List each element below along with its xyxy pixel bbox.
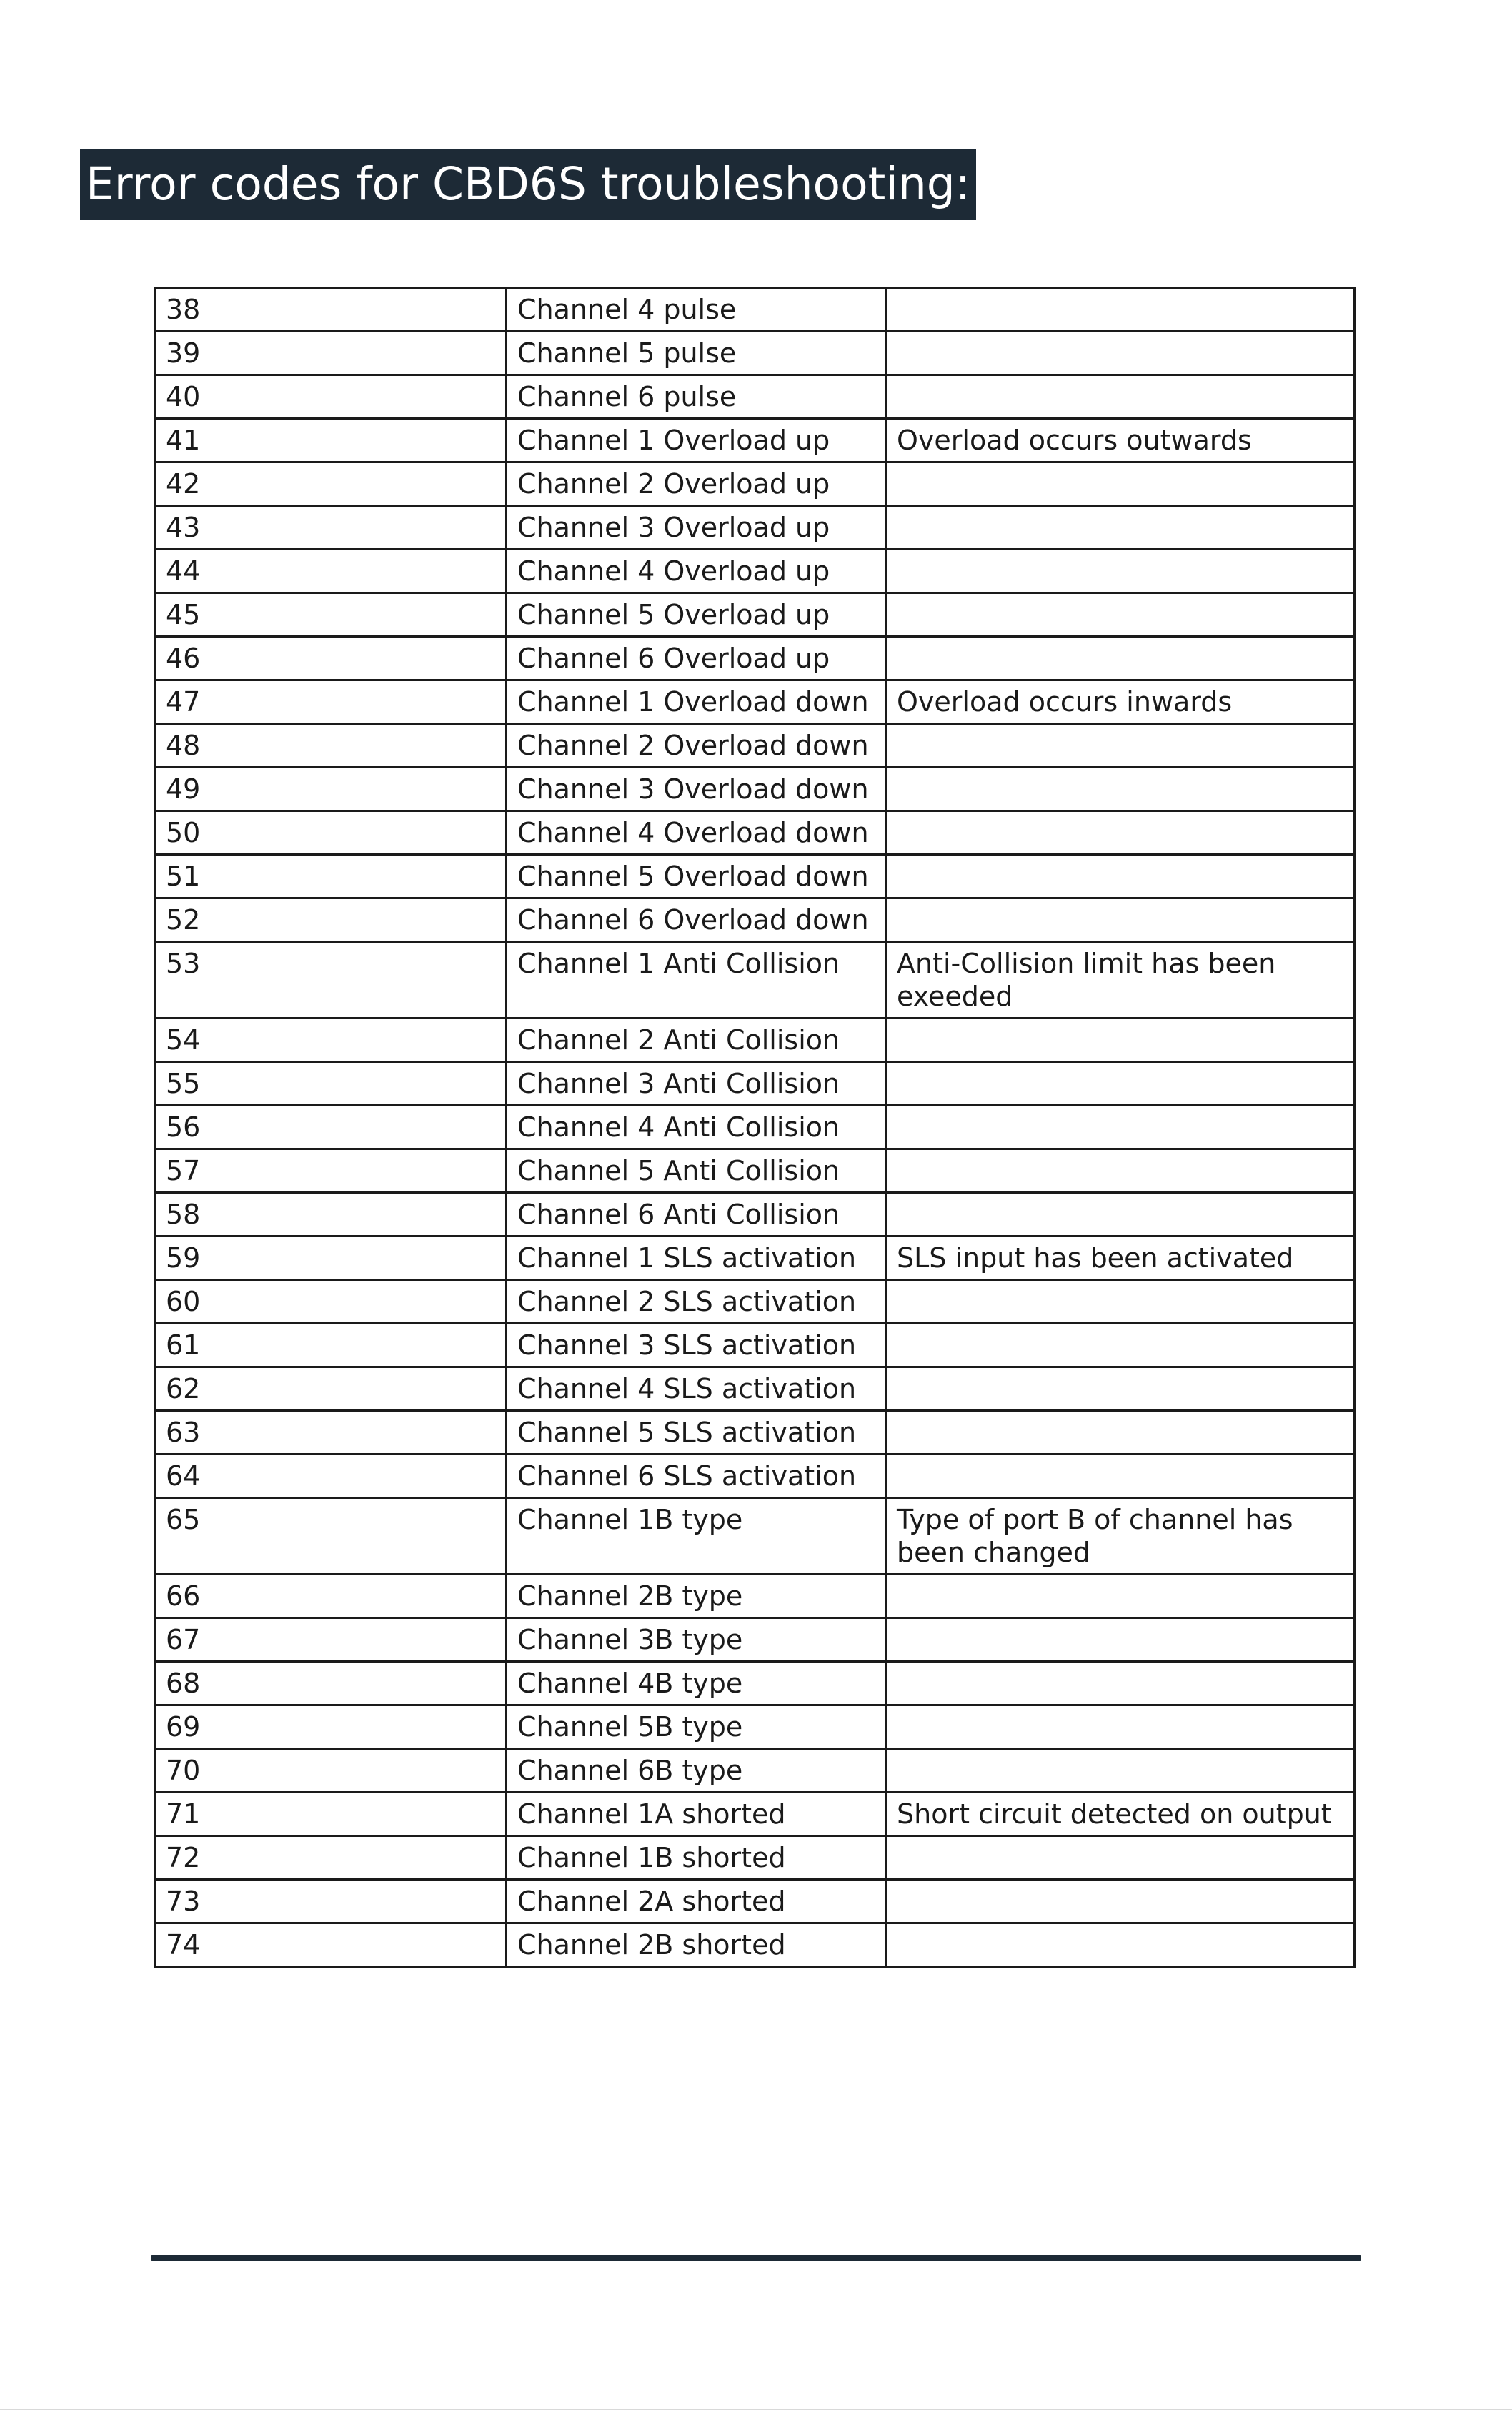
error-code-cell: 60: [155, 1280, 507, 1324]
error-description-cell: [886, 1411, 1355, 1455]
error-name-cell: Channel 2B type: [507, 1575, 886, 1618]
error-code-cell: 39: [155, 332, 507, 375]
error-code-cell: 59: [155, 1237, 507, 1280]
table-row: [155, 855, 1355, 898]
error-name-cell: Channel 4 Anti Collision: [507, 1106, 886, 1149]
error-code-cell: 65: [155, 1498, 507, 1575]
error-description-cell: [886, 1367, 1355, 1411]
error-code-cell: 73: [155, 1880, 507, 1923]
error-description-cell: [886, 1019, 1355, 1062]
error-name-cell: Channel 6 Anti Collision: [507, 1193, 886, 1237]
table-row: [155, 1836, 1355, 1880]
error-description-cell: Overload occurs outwards: [886, 419, 1355, 462]
error-name-cell: Channel 1A shorted: [507, 1793, 886, 1836]
error-name-cell: Channel 2B shorted: [507, 1923, 886, 1967]
table-row: [155, 1411, 1355, 1455]
error-description-cell: [886, 1705, 1355, 1749]
error-name-cell: Channel 2A shorted: [507, 1880, 886, 1923]
error-description-cell: [886, 1575, 1355, 1618]
table-row: [155, 1062, 1355, 1106]
error-code-cell: 53: [155, 942, 507, 1019]
error-name-cell: Channel 4B type: [507, 1662, 886, 1705]
error-name-cell: Channel 3B type: [507, 1618, 886, 1662]
page-title: Error codes for CBD6S troubleshooting:: [80, 149, 976, 220]
error-description-cell: [886, 462, 1355, 506]
error-name-cell: Channel 5 pulse: [507, 332, 886, 375]
error-code-cell: 47: [155, 680, 507, 724]
table-row: [155, 1923, 1355, 1967]
error-description-cell: [886, 637, 1355, 680]
error-description-cell: [886, 1618, 1355, 1662]
error-name-cell: Channel 1 Overload down: [507, 680, 886, 724]
error-name-cell: Channel 3 Overload down: [507, 768, 886, 811]
error-description-cell: [886, 1662, 1355, 1705]
table-row: [155, 1575, 1355, 1618]
error-name-cell: Channel 1 Overload up: [507, 419, 886, 462]
table-row: [155, 1749, 1355, 1793]
error-name-cell: Channel 1B shorted: [507, 1836, 886, 1880]
error-code-cell: 43: [155, 506, 507, 550]
error-name-cell: Channel 2 Anti Collision: [507, 1019, 886, 1062]
error-code-cell: 66: [155, 1575, 507, 1618]
error-code-table: [154, 287, 1356, 1968]
table-row: [155, 1455, 1355, 1498]
error-code-cell: 68: [155, 1662, 507, 1705]
error-description-cell: [886, 855, 1355, 898]
table-row: [155, 375, 1355, 419]
error-description-cell: [886, 1880, 1355, 1923]
error-name-cell: Channel 4 pulse: [507, 288, 886, 332]
table-row: [155, 1237, 1355, 1280]
error-description-cell: Type of port B of channel has been changed: [886, 1498, 1355, 1575]
table-row: [155, 1280, 1355, 1324]
error-code-cell: 57: [155, 1149, 507, 1193]
error-code-cell: 69: [155, 1705, 507, 1749]
error-description-cell: [886, 811, 1355, 855]
table-row: [155, 1324, 1355, 1367]
error-description-cell: [886, 1455, 1355, 1498]
table-row: [155, 811, 1355, 855]
error-name-cell: Channel 5 Overload down: [507, 855, 886, 898]
error-description-cell: [886, 898, 1355, 942]
table-row: [155, 1193, 1355, 1237]
table-row: [155, 1367, 1355, 1411]
error-description-cell: [886, 1106, 1355, 1149]
error-code-table-body: [155, 288, 1355, 1967]
error-name-cell: Channel 5 SLS activation: [507, 1411, 886, 1455]
table-row: [155, 1498, 1355, 1575]
table-row: [155, 550, 1355, 593]
error-code-table-container: [154, 287, 1353, 1968]
table-row: [155, 724, 1355, 768]
table-row: [155, 419, 1355, 462]
error-description-cell: [886, 1324, 1355, 1367]
error-name-cell: Channel 6B type: [507, 1749, 886, 1793]
error-name-cell: Channel 3 Overload up: [507, 506, 886, 550]
table-row: [155, 680, 1355, 724]
error-description-cell: [886, 1923, 1355, 1967]
error-name-cell: Channel 4 SLS activation: [507, 1367, 886, 1411]
table-row: [155, 1662, 1355, 1705]
error-code-cell: 54: [155, 1019, 507, 1062]
table-row: [155, 1618, 1355, 1662]
error-description-cell: [886, 506, 1355, 550]
error-code-cell: 48: [155, 724, 507, 768]
error-code-cell: 46: [155, 637, 507, 680]
error-description-cell: Overload occurs inwards: [886, 680, 1355, 724]
error-name-cell: Channel 6 Overload up: [507, 637, 886, 680]
table-row: [155, 898, 1355, 942]
table-row: [155, 1880, 1355, 1923]
error-description-cell: [886, 288, 1355, 332]
error-code-cell: 45: [155, 593, 507, 637]
error-code-cell: 58: [155, 1193, 507, 1237]
error-description-cell: [886, 768, 1355, 811]
error-code-cell: 74: [155, 1923, 507, 1967]
error-name-cell: Channel 1B type: [507, 1498, 886, 1575]
error-description-cell: [886, 1836, 1355, 1880]
error-name-cell: Channel 4 Overload up: [507, 550, 886, 593]
error-code-cell: 51: [155, 855, 507, 898]
error-code-cell: 42: [155, 462, 507, 506]
error-code-cell: 71: [155, 1793, 507, 1836]
error-description-cell: [886, 550, 1355, 593]
table-row: [155, 332, 1355, 375]
footer-divider: [151, 2255, 1361, 2261]
error-code-cell: 70: [155, 1749, 507, 1793]
error-code-cell: 38: [155, 288, 507, 332]
error-code-cell: 63: [155, 1411, 507, 1455]
error-name-cell: Channel 1 Anti Collision: [507, 942, 886, 1019]
table-row: [155, 1149, 1355, 1193]
table-row: [155, 942, 1355, 1019]
error-description-cell: Short circuit detected on output: [886, 1793, 1355, 1836]
error-description-cell: Anti-Collision limit has been exeeded: [886, 942, 1355, 1019]
error-code-cell: 49: [155, 768, 507, 811]
error-name-cell: Channel 5 Overload up: [507, 593, 886, 637]
table-row: [155, 768, 1355, 811]
table-row: [155, 506, 1355, 550]
error-description-cell: [886, 1062, 1355, 1106]
error-code-cell: 40: [155, 375, 507, 419]
error-description-cell: [886, 1280, 1355, 1324]
error-name-cell: Channel 5B type: [507, 1705, 886, 1749]
table-row: [155, 1019, 1355, 1062]
error-description-cell: [886, 1149, 1355, 1193]
error-code-cell: 50: [155, 811, 507, 855]
error-description-cell: [886, 332, 1355, 375]
error-name-cell: Channel 2 Overload up: [507, 462, 886, 506]
error-name-cell: Channel 6 pulse: [507, 375, 886, 419]
error-code-cell: 41: [155, 419, 507, 462]
error-name-cell: Channel 3 Anti Collision: [507, 1062, 886, 1106]
error-description-cell: [886, 375, 1355, 419]
error-code-cell: 56: [155, 1106, 507, 1149]
error-description-cell: [886, 1749, 1355, 1793]
error-name-cell: Channel 5 Anti Collision: [507, 1149, 886, 1193]
error-description-cell: [886, 593, 1355, 637]
error-code-cell: 44: [155, 550, 507, 593]
error-name-cell: Channel 3 SLS activation: [507, 1324, 886, 1367]
page-bottom-edge: [0, 2409, 1512, 2410]
table-row: [155, 593, 1355, 637]
table-row: [155, 1793, 1355, 1836]
error-name-cell: Channel 2 Overload down: [507, 724, 886, 768]
error-name-cell: Channel 4 Overload down: [507, 811, 886, 855]
error-description-cell: SLS input has been activated: [886, 1237, 1355, 1280]
table-row: [155, 1705, 1355, 1749]
error-name-cell: Channel 6 Overload down: [507, 898, 886, 942]
table-row: [155, 288, 1355, 332]
error-name-cell: Channel 1 SLS activation: [507, 1237, 886, 1280]
table-row: [155, 462, 1355, 506]
error-name-cell: Channel 2 SLS activation: [507, 1280, 886, 1324]
error-name-cell: Channel 6 SLS activation: [507, 1455, 886, 1498]
error-code-cell: 62: [155, 1367, 507, 1411]
error-code-cell: 55: [155, 1062, 507, 1106]
error-description-cell: [886, 1193, 1355, 1237]
table-row: [155, 1106, 1355, 1149]
error-code-cell: 67: [155, 1618, 507, 1662]
error-code-cell: 61: [155, 1324, 507, 1367]
error-code-cell: 72: [155, 1836, 507, 1880]
error-code-cell: 52: [155, 898, 507, 942]
error-code-cell: 64: [155, 1455, 507, 1498]
table-row: [155, 637, 1355, 680]
error-description-cell: [886, 724, 1355, 768]
